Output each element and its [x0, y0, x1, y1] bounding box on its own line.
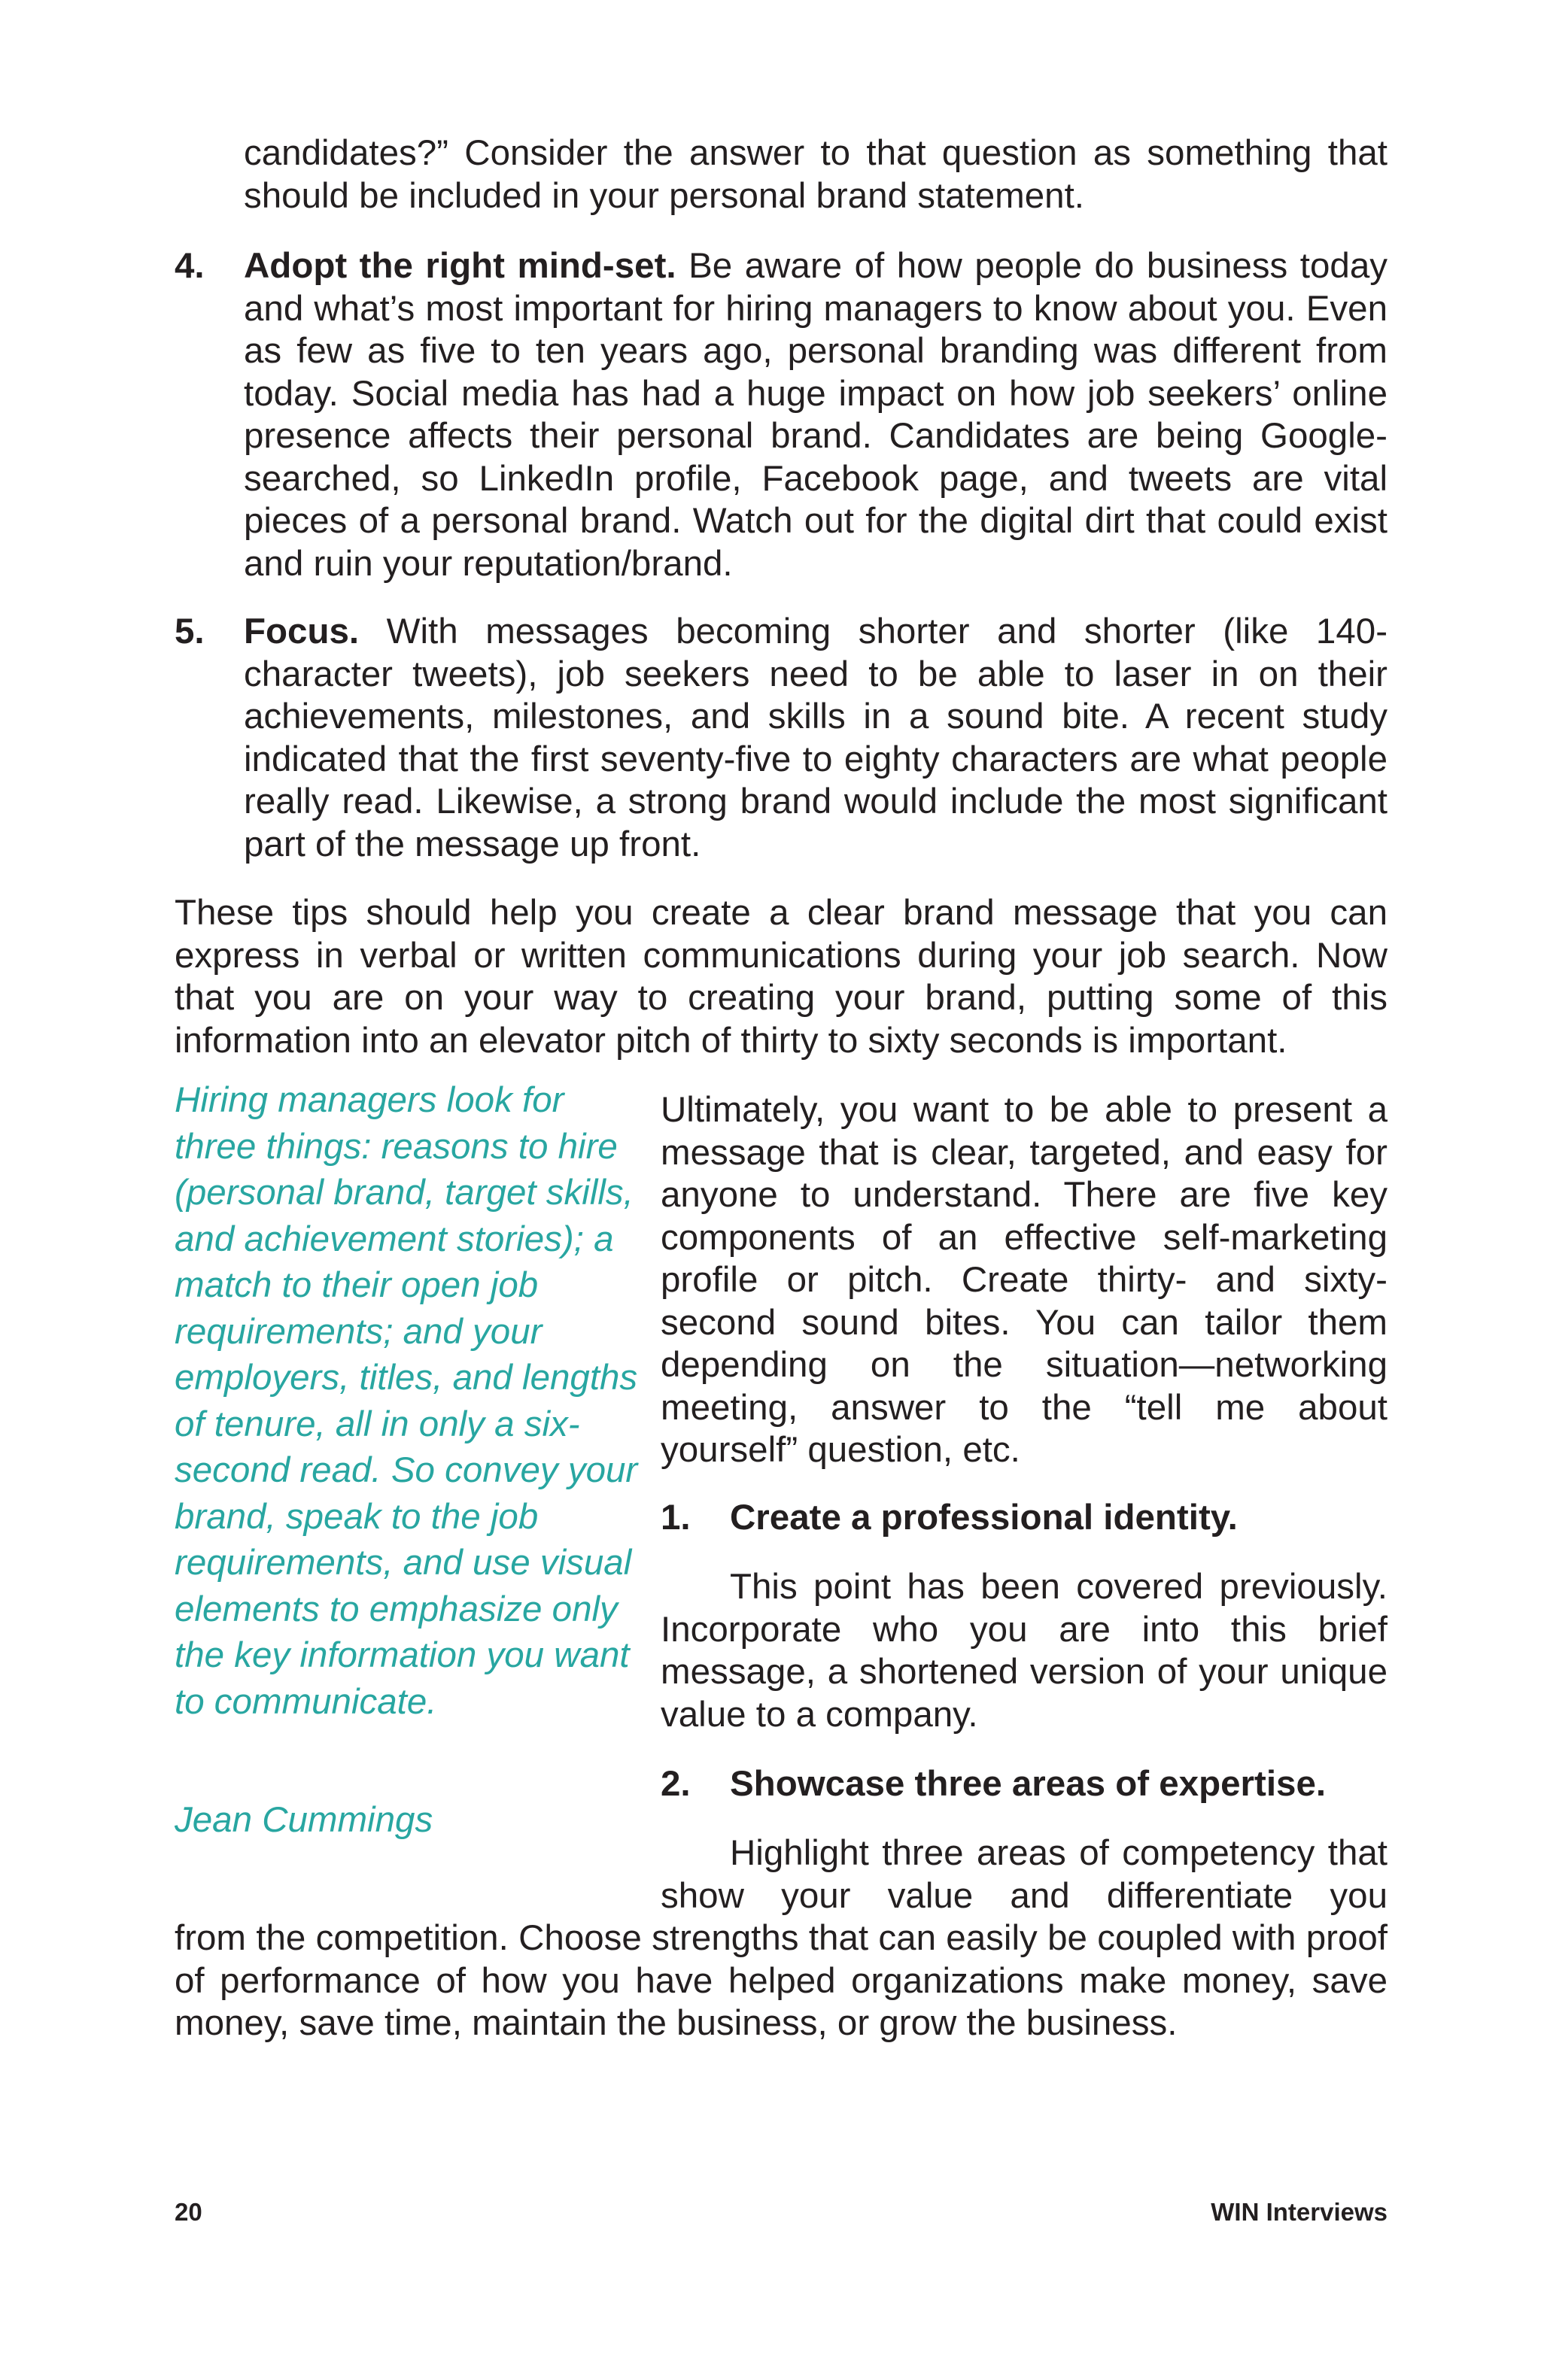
- section1-title: Create a professional identity.: [730, 1498, 1238, 1538]
- quote-author: Jean Cummings: [175, 1800, 433, 1840]
- section1-number: 1.: [661, 1498, 691, 1538]
- item4-number: 4.: [175, 246, 205, 286]
- item3-continuation: candidates?” Consider the answer to that question as something that should be included in your personal brand statement.: [244, 133, 1388, 216]
- section2-text-first: Highlight three areas of competency that show your value and differentiate you: [661, 1833, 1388, 1916]
- item4-paragraph: [244, 245, 1388, 585]
- section1-text: This point has been covered previously. Incorporate who you are into this brief message, a shortened version of your unique value to a company.: [661, 1567, 1388, 1735]
- section2-text-rest: from the competition. Choose strengths that can easily be coupled with proof of performance of how you have helped organizations make money, save money, save time, maintain the business, or grow the business.: [175, 1918, 1388, 2043]
- book-title: WIN Interviews: [1211, 2198, 1388, 2226]
- sidebar-quote: Hiring managers look for three things: reasons to hire (personal brand, target skills, and achievement stories); a match to their open job requirements; and your employers, titles, and lengths of tenure, all in only a six-second read. So convey your brand, speak to the job requirements, and use visual elements to emphasize only the key information you want to communicate.: [175, 1080, 638, 1722]
- item5-title: Focus.: [244, 612, 360, 651]
- summary-paragraph: These tips should help you create a clear brand message that you can express in verbal or written communications during your job search. Now that you are on your way to creating your brand, putting some of this information into an elevator pitch of thirty to sixty seconds is important.: [175, 893, 1388, 1061]
- item5-paragraph: [244, 611, 1388, 866]
- page-number: 20: [175, 2198, 202, 2226]
- item4-text: Be aware of how people do business today and what’s most important for hiring managers to know about you. Even as few as five to ten years ago, personal branding was different from today. Social media has had a huge impact on how job seekers’ online presence affects their personal brand. Candidates are being Google-searched, so LinkedIn profile, Facebook page, and tweets are vital pieces of a personal brand. Watch out for the digital dirt that could exist and ruin your reputation/brand.: [244, 246, 1388, 584]
- section2-number: 2.: [661, 1764, 691, 1804]
- intro-paragraph: Ultimately, you want to be able to present a message that is clear, targeted, and easy for anyone to understand. There are five key components of an effective self-marketing profile or pitch. Create thirty- and sixty-second sound bites. You can tailor them depending on the situation—networking meeting, answer to the “tell me about yourself” question, etc.: [661, 1090, 1388, 1470]
- item5-number: 5.: [175, 612, 205, 651]
- item4-title: Adopt the right mind-set.: [244, 246, 676, 286]
- section2-title: Showcase three areas of expertise.: [730, 1764, 1327, 1804]
- item5-text: With messages becoming shorter and shorter (like 140-character tweets), job seekers need to be able to laser in on their achievements, milestones, and skills in a sound bite. A recent study indicated that the first seventy-five to eighty characters are what people really read. Likewise, a strong brand would include the most significant part of the message up front.: [244, 612, 1388, 864]
